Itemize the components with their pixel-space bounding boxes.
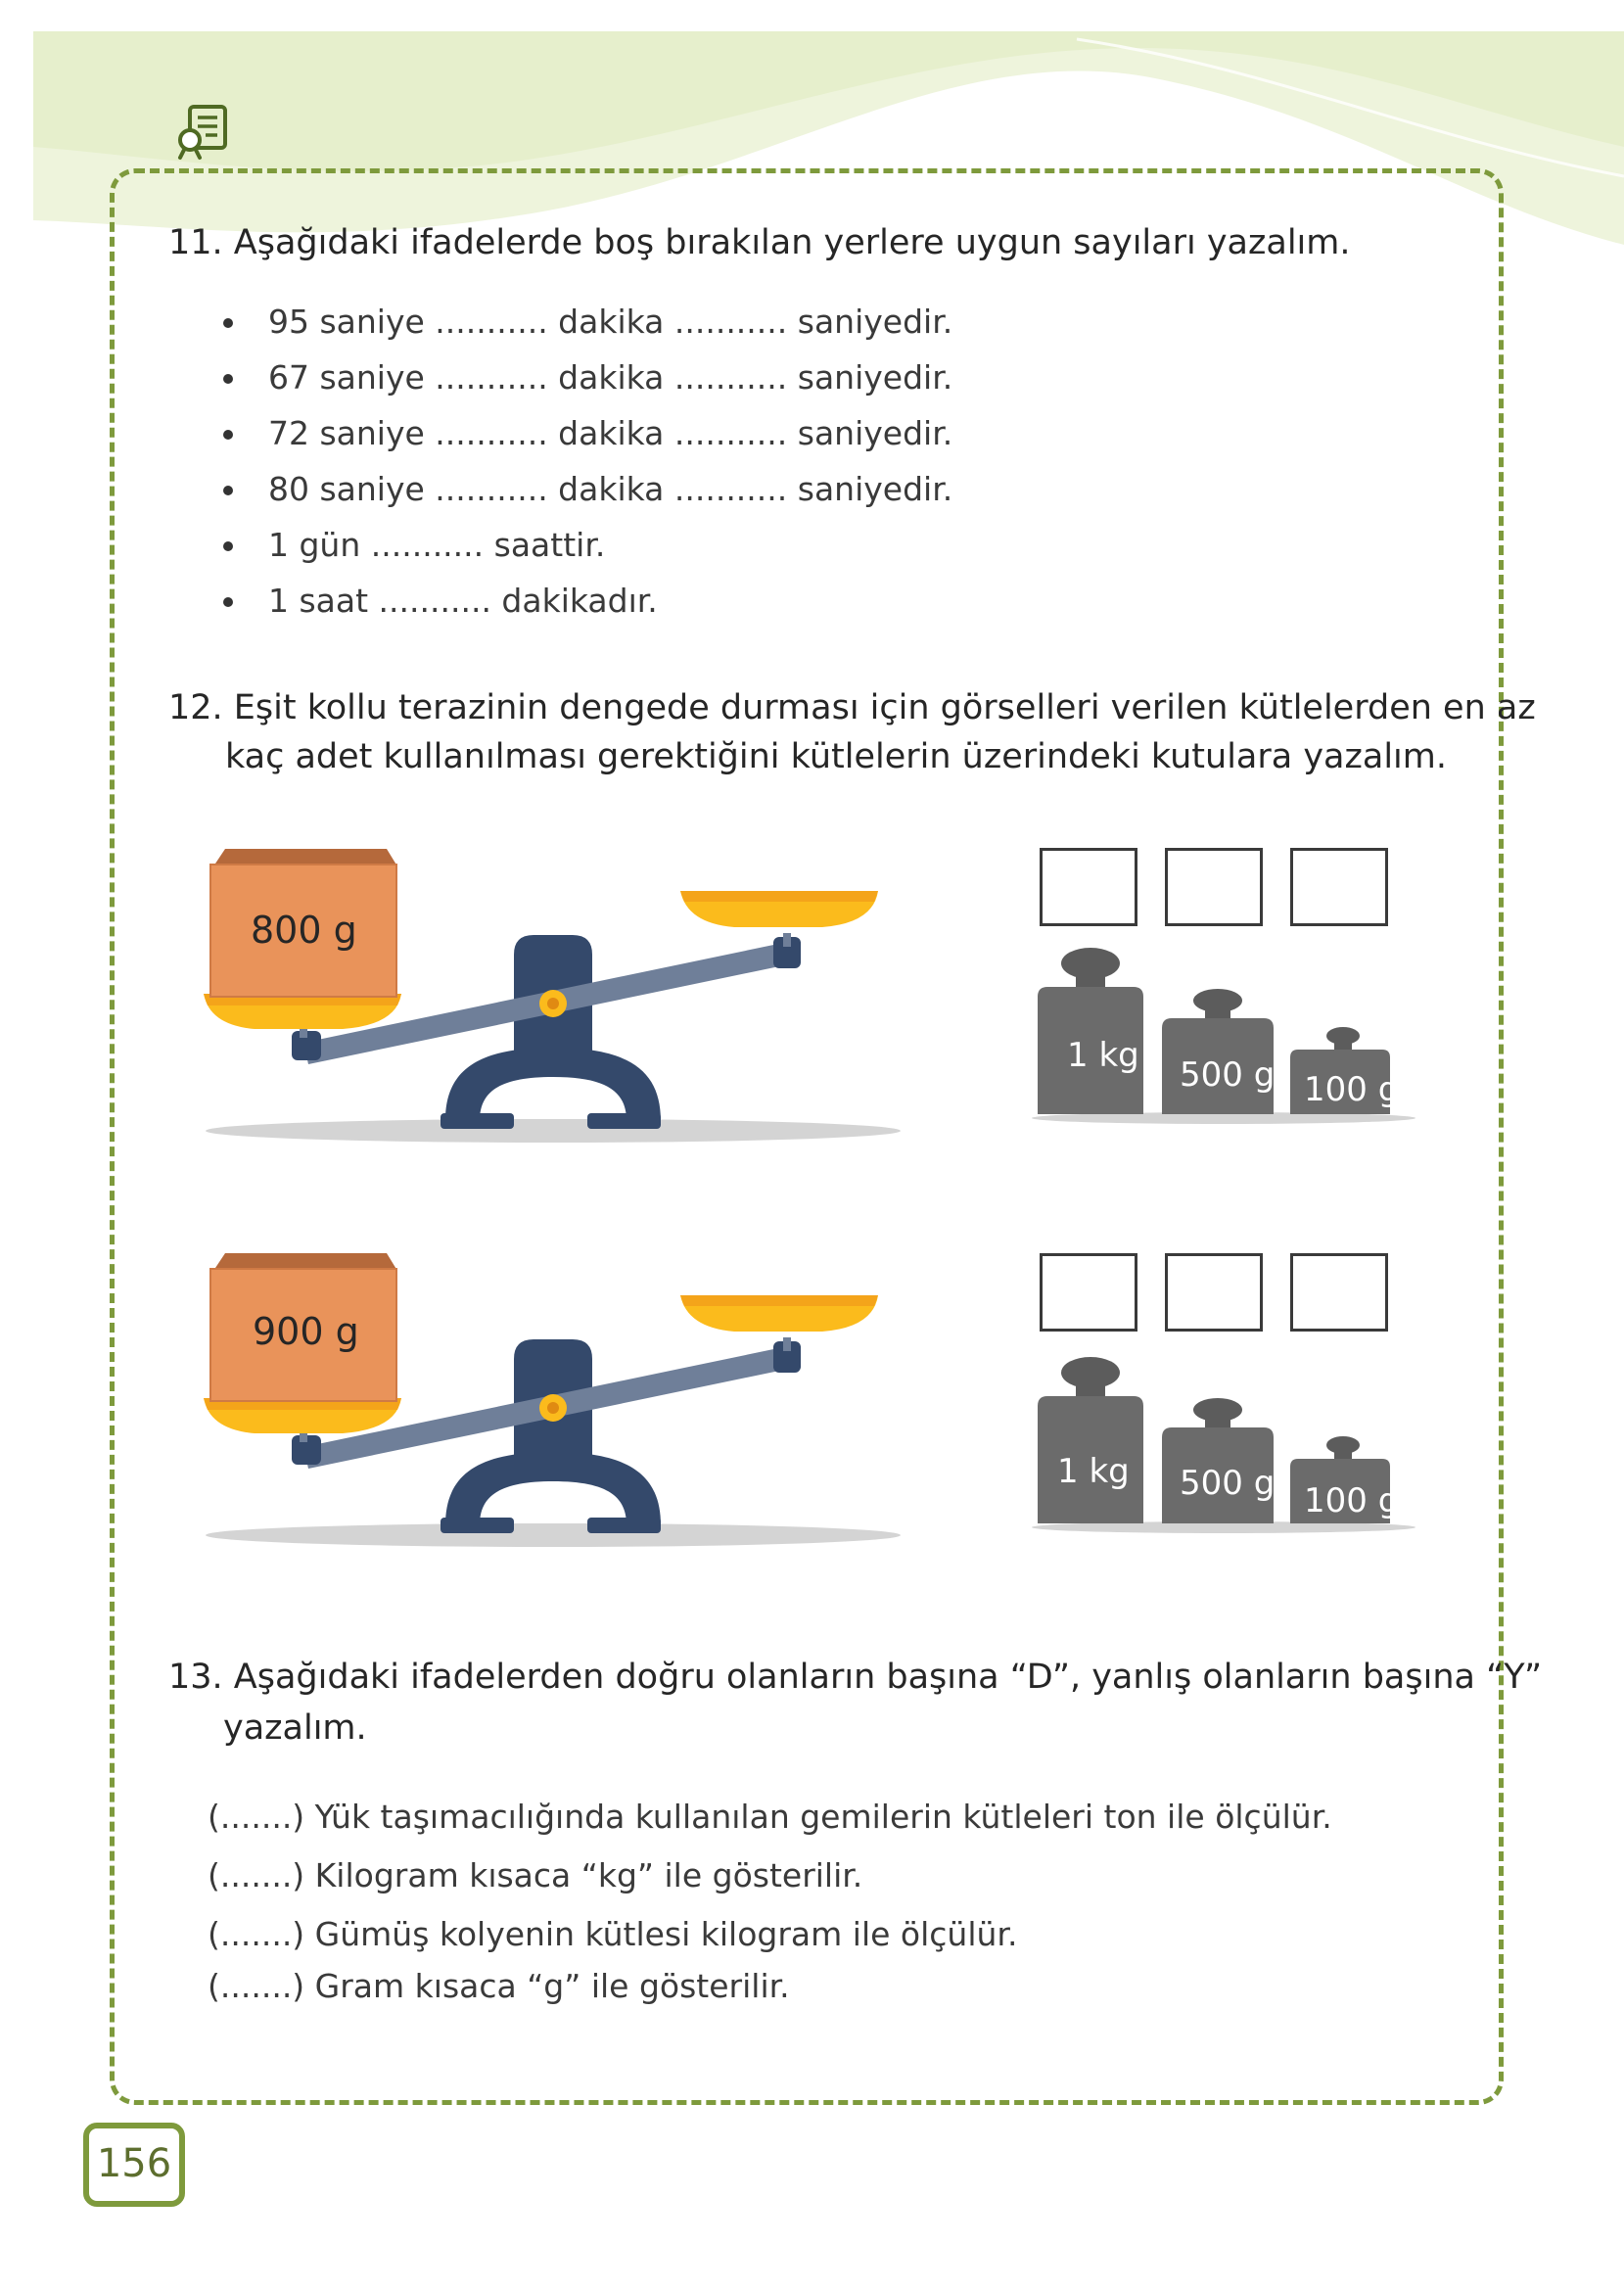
box-label-900: 900 g: [253, 1310, 359, 1353]
weight-label-100g: 100 g: [1304, 1070, 1400, 1109]
weight-label-500g: 500 g: [1180, 1055, 1276, 1095]
q11-list: [217, 294, 952, 629]
answer-box-1kg[interactable]: [1040, 1253, 1137, 1332]
q11-item: 1 saat ........... dakikadır.: [217, 573, 952, 629]
q12-title-line2: kaç adet kullanılması gerektiğini kütlelerin üzerindeki kutulara yazalım.: [225, 737, 1447, 776]
worksheet-icon: [176, 103, 231, 162]
q13-statement: (.......) Gram kısaca “g” ile gösterilir.: [208, 1967, 790, 2005]
answer-box-1kg[interactable]: [1040, 848, 1137, 926]
weight-label-1kg: 1 kg: [1067, 1036, 1139, 1075]
q11-item: 67 saniye ........... dakika ........... saniyedir.: [217, 350, 952, 405]
q13-statement: (.......) Kilogram kısaca “kg” ile gösterilir.: [208, 1856, 863, 1894]
q13-statement: (.......) Yük taşımacılığında kullanılan gemilerin kütleleri ton ile ölçülür.: [208, 1798, 1332, 1836]
balance-scale-2: [196, 1241, 910, 1555]
page-number: 156: [83, 2123, 185, 2207]
weight-label-500g: 500 g: [1180, 1464, 1276, 1503]
q13-title-line2: yazalım.: [223, 1708, 367, 1748]
answer-box-500g[interactable]: [1165, 848, 1263, 926]
q12-title-line1: 12. Eşit kollu terazinin dengede durması için görselleri verilen kütlelerden en az: [168, 688, 1536, 727]
balance-scale-1: [196, 837, 910, 1150]
answer-box-500g[interactable]: [1165, 1253, 1263, 1332]
weight-label-100g: 100 g: [1304, 1481, 1400, 1520]
q11-item: 80 saniye ........... dakika ........... saniyedir.: [217, 461, 952, 517]
weight-label-1kg: 1 kg: [1057, 1452, 1130, 1491]
answer-box-100g[interactable]: [1290, 1253, 1388, 1332]
q11-item: 95 saniye ........... dakika ........... saniyedir.: [217, 294, 952, 350]
q13-statement: (.......) Gümüş kolyenin kütlesi kilogram ile ölçülür.: [208, 1915, 1018, 1953]
q11-title: 11. Aşağıdaki ifadelerde boş bırakılan yerlere uygun sayıları yazalım.: [168, 223, 1351, 262]
answer-box-100g[interactable]: [1290, 848, 1388, 926]
box-label-800: 800 g: [251, 909, 357, 952]
q13-title-line1: 13. Aşağıdaki ifadelerden doğru olanların başına “D”, yanlış olanların başına “Y”: [168, 1658, 1543, 1697]
q13-list: [208, 1788, 1332, 2009]
q11-item: 1 gün ........... saattir.: [217, 517, 952, 573]
q11-item: 72 saniye ........... dakika ........... saniyedir.: [217, 405, 952, 461]
